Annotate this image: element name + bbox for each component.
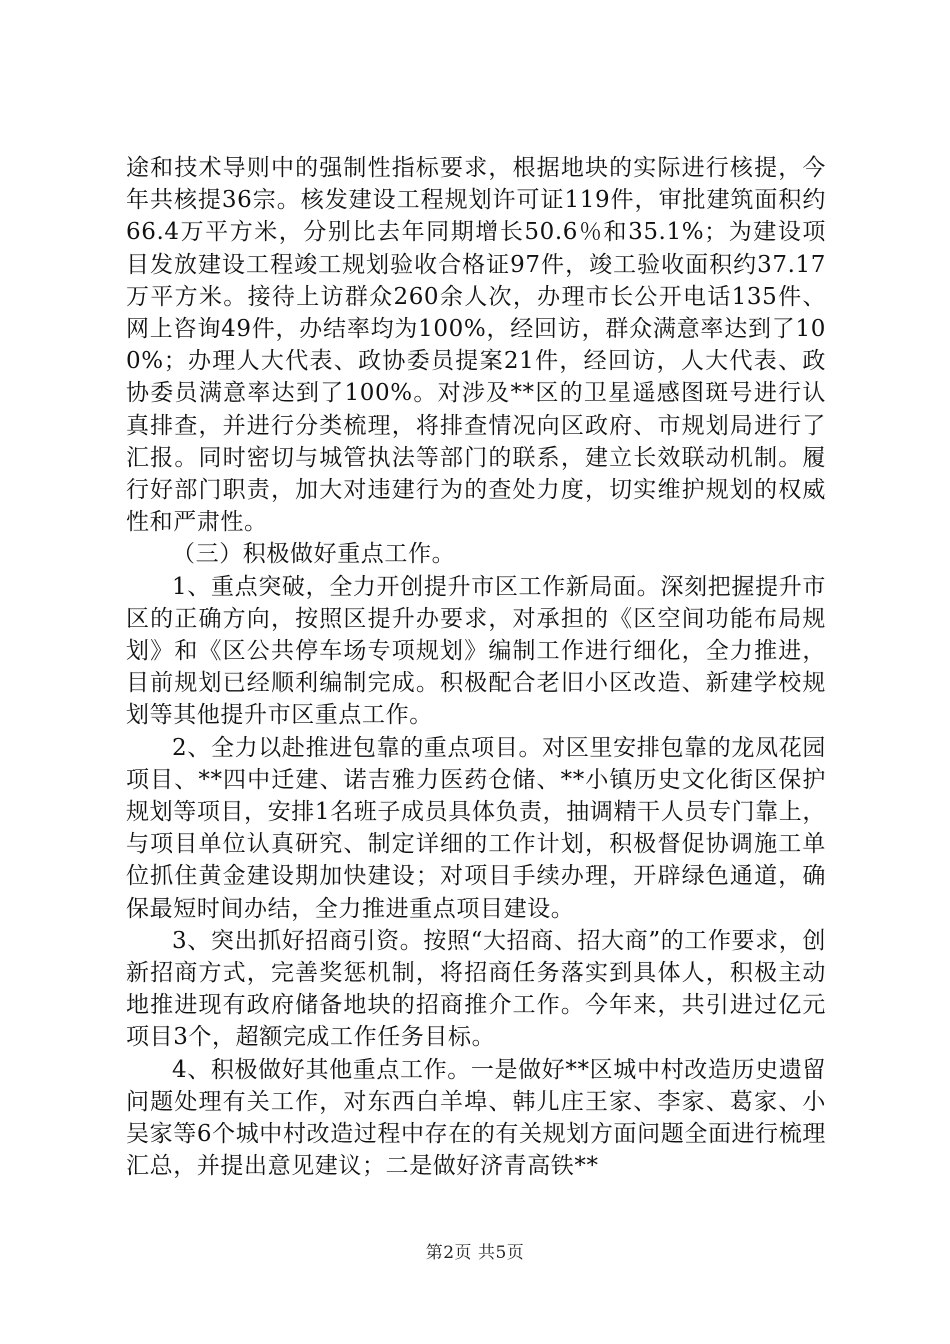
paragraph-item-1: 1、重点突破，全力开创提升市区工作新局面。深刻把握提升市区的正确方向，按照区提升办要求，对承担的《区空间功能布局规划》和《区公共停车场专项规划》编制工作进行细化，全力推进，目前规划已经顺利编制完成。积极配合老旧小区改造、新建学校规划等其他提升市区重点工作。 bbox=[126, 573, 826, 729]
paragraph-item-2: 2、全力以赴推进包靠的重点项目。对区里安排包靠的龙凤花园项目、**四中迁建、诺吉雅力医药仓储、**小镇历史文化街区保护规划等项目，安排1名班子成员具体负责，抽调精干人员专门靠上，与项目单位认真研究、制定详细的工作计划，积极督促协调施工单位抓住黄金建设期加快建设；对项目手续办理，开辟绿色通道，确保最短时间办结，全力推进重点项目建设。 bbox=[126, 734, 826, 922]
document-body bbox=[126, 152, 826, 1183]
paragraph-continuation: 途和技术导则中的强制性指标要求，根据地块的实际进行核提，今年共核提36宗。核发建设工程规划许可证119件，审批建筑面积约66.4万平方米，分别比去年同期增长50.6％和35.1%；为建设项目发放建设工程竣工规划验收合格证97件，竣工验收面积约37.17万平方米。接待上访群众260余人次，办理市长公开电话135件、网上咨询49件，办结率均为100%，经回访，群众满意率达到了100%；办理人大代表、政协委员提案21件，经回访，人大代表、政协委员满意率达到了100%。对涉及**区的卫星遥感图斑号进行认真排查，并进行分类梳理，将排查情况向区政府、市规划局进行了汇报。同时密切与城管执法等部门的联系，建立长效联动机制。履行好部门职责，加大对违建行为的查处力度，切实维护规划的权威性和严肃性。 bbox=[126, 155, 826, 536]
section-heading: （三）积极做好重点工作。 bbox=[172, 541, 456, 568]
page-footer: 第2页 共5页 bbox=[425, 1243, 525, 1263]
paragraph-item-4: 4、积极做好其他重点工作。一是做好**区城中村改造历史遗留问题处理有关工作，对东西白羊埠、韩儿庄王家、李家、葛家、小吴家等6个城中村改造过程中存在的有关规划方面问题全面进行梳理汇总，并提出意见建议；二是做好济青高铁** bbox=[126, 1056, 826, 1180]
paragraph-item-3: 3、突出抓好招商引资。按照“大招商、招大商”的工作要求，创新招商方式，完善奖惩机制，将招商任务落实到具体人，积极主动地推进现有政府储备地块的招商推介工作。今年来，共引进过亿元项目3个，超额完成工作任务目标。 bbox=[126, 927, 826, 1051]
